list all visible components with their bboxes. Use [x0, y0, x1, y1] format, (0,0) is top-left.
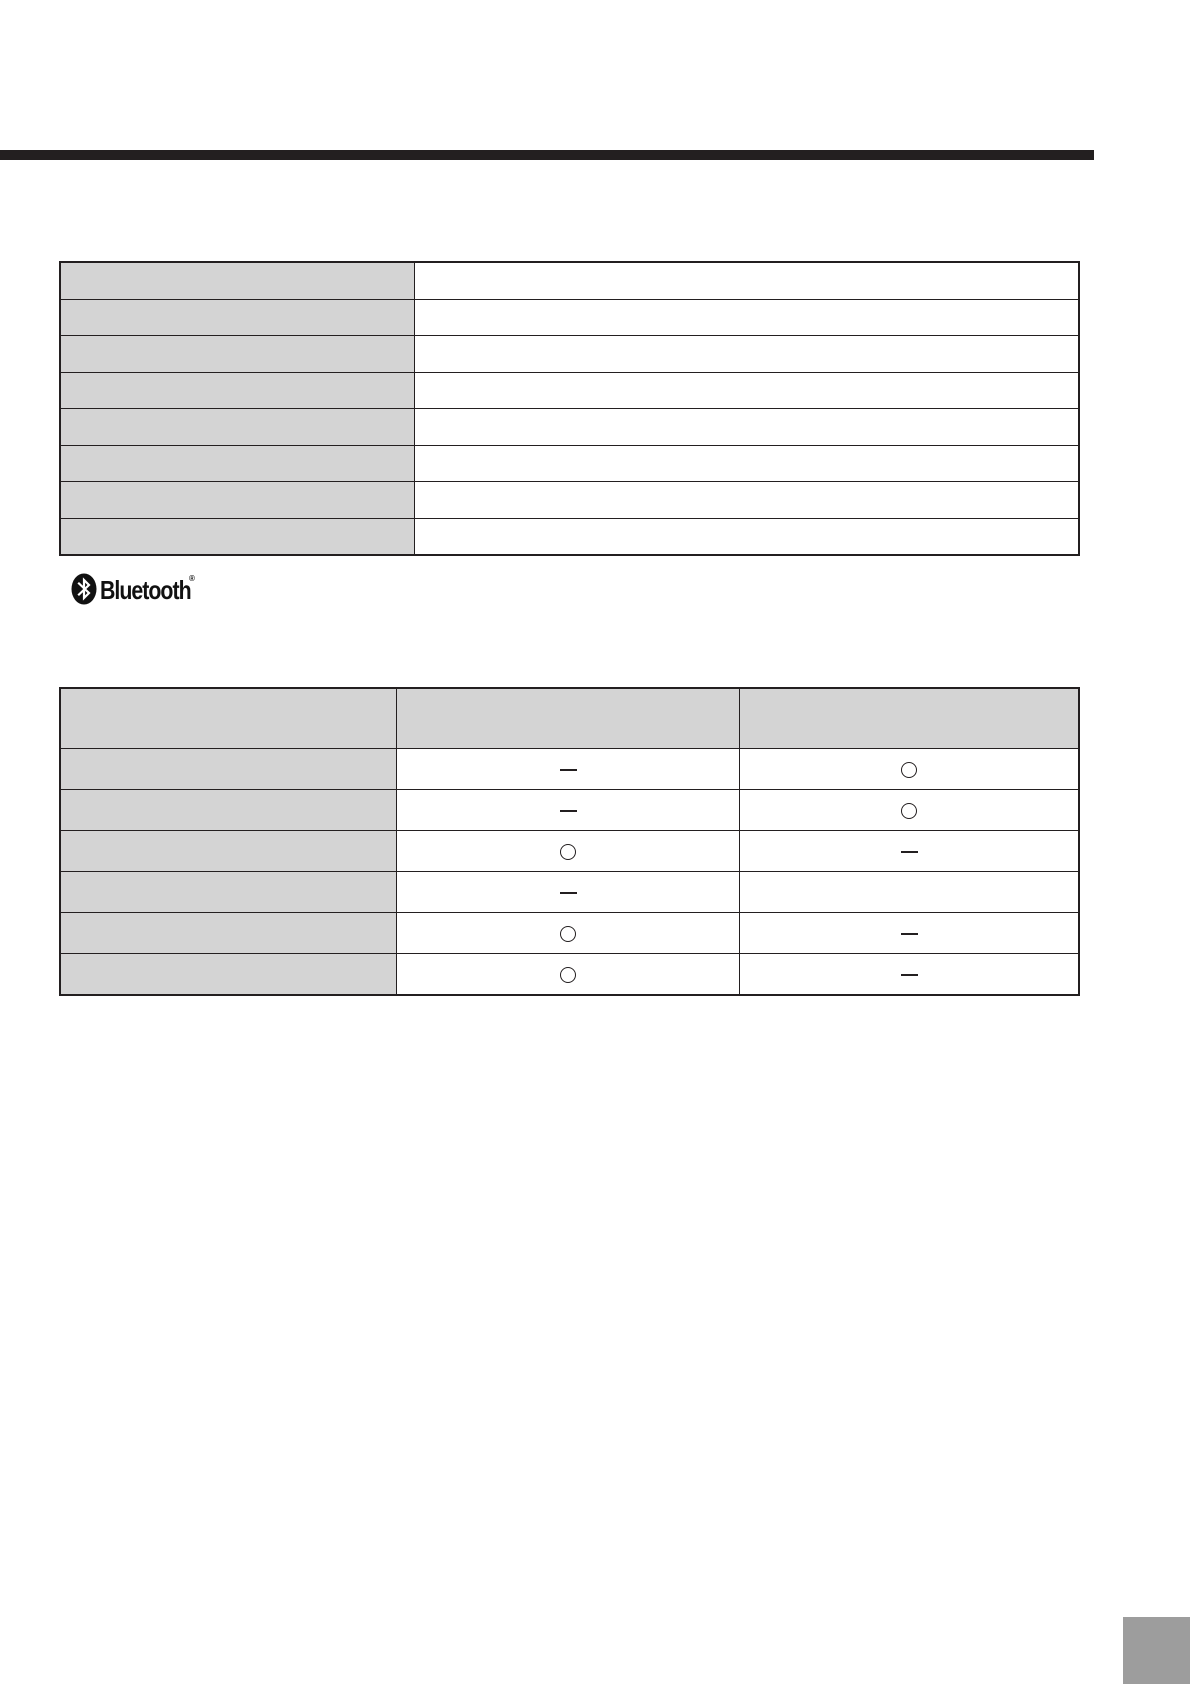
spec-row-value — [415, 518, 1080, 555]
spec-row — [60, 409, 1079, 446]
header-rule — [0, 150, 1094, 160]
profile-table — [59, 687, 1080, 996]
profile-row-label — [60, 872, 397, 913]
spec-table — [59, 261, 1080, 556]
spec-row-value — [415, 262, 1080, 299]
profile-cell-b — [740, 831, 1080, 872]
dash-mark-icon — [901, 851, 918, 853]
profile-header-col-a — [397, 688, 740, 749]
spec-row — [60, 262, 1079, 299]
profile-row — [60, 831, 1079, 872]
bluetooth-icon — [71, 573, 97, 605]
spec-row — [60, 518, 1079, 555]
profile-cell-b — [740, 913, 1080, 954]
circle-mark-icon — [901, 803, 917, 819]
spec-row-label — [60, 482, 415, 519]
dash-mark-icon — [560, 892, 577, 894]
profile-cell-a — [397, 831, 740, 872]
spec-row-value — [415, 482, 1080, 519]
spec-row — [60, 445, 1079, 482]
dash-mark-icon — [560, 769, 577, 771]
profile-cell-b — [740, 954, 1080, 996]
profile-row-label — [60, 749, 397, 790]
circle-mark-icon — [560, 844, 576, 860]
profile-cell-a — [397, 913, 740, 954]
profile-row — [60, 749, 1079, 790]
profile-row-label — [60, 913, 397, 954]
profile-header-col-b — [740, 688, 1080, 749]
registered-mark: ® — [189, 574, 195, 583]
profile-row — [60, 913, 1079, 954]
profile-cell-a — [397, 790, 740, 831]
spec-row-label — [60, 262, 415, 299]
profile-row — [60, 790, 1079, 831]
spec-row-value — [415, 336, 1080, 373]
dash-mark-icon — [560, 810, 577, 812]
profile-header-label — [60, 688, 397, 749]
spec-row — [60, 482, 1079, 519]
profile-row — [60, 954, 1079, 996]
page-edge-tab — [1123, 1617, 1190, 1684]
spec-row-value — [415, 445, 1080, 482]
profile-cell-a — [397, 872, 740, 913]
spec-row-label — [60, 409, 415, 446]
profile-row-label — [60, 790, 397, 831]
spec-row-value — [415, 299, 1080, 336]
profile-cell-b — [740, 872, 1080, 913]
profile-header-row — [60, 688, 1079, 749]
spec-row-label — [60, 445, 415, 482]
circle-mark-icon — [560, 926, 576, 942]
spec-row-value — [415, 409, 1080, 446]
profile-table-body — [60, 749, 1079, 996]
profile-row-label — [60, 831, 397, 872]
spec-table-body — [60, 262, 1079, 555]
dash-mark-icon — [901, 933, 918, 935]
dash-mark-icon — [901, 974, 918, 976]
spec-row-value — [415, 372, 1080, 409]
bluetooth-wordmark: Bluetooth — [100, 575, 191, 605]
circle-mark-icon — [560, 967, 576, 983]
spec-row-label — [60, 299, 415, 336]
spec-row — [60, 299, 1079, 336]
profile-cell-a — [397, 954, 740, 996]
profile-cell-b — [740, 749, 1080, 790]
spec-row — [60, 372, 1079, 409]
circle-mark-icon — [901, 762, 917, 778]
profile-cell-b — [740, 790, 1080, 831]
bluetooth-logo — [71, 572, 211, 606]
spec-row-label — [60, 336, 415, 373]
spec-row — [60, 336, 1079, 373]
profile-row-label — [60, 954, 397, 996]
profile-cell-a — [397, 749, 740, 790]
spec-row-label — [60, 518, 415, 555]
profile-row — [60, 872, 1079, 913]
spec-row-label — [60, 372, 415, 409]
